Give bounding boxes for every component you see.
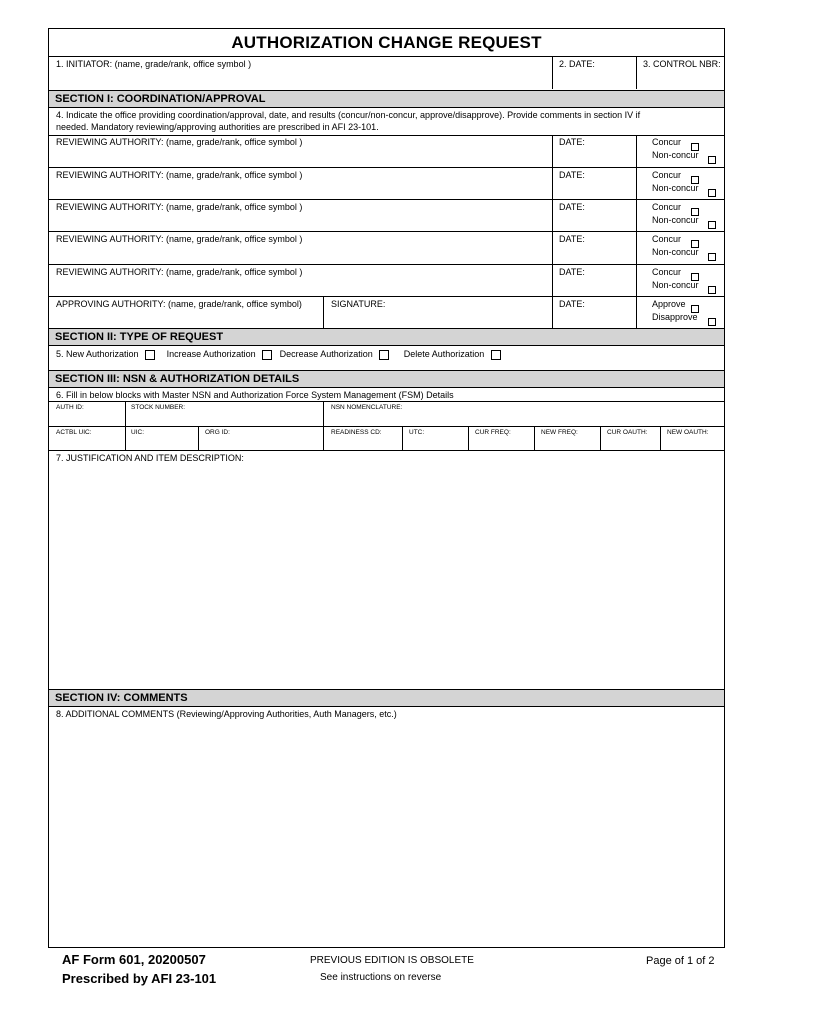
cur-freq-field[interactable]: CUR FREQ: [475, 429, 511, 436]
additional-comments-field[interactable]: 8. ADDITIONAL COMMENTS (Reviewing/Approving Authorities, Auth Managers, etc.) [56, 709, 397, 719]
decrease-authorization-label: Decrease Authorization [279, 349, 373, 359]
increase-authorization-checkbox[interactable] [262, 350, 272, 360]
new-oauth-field[interactable]: NEW OAUTH: [667, 429, 709, 436]
reviewing-authority-field[interactable]: REVIEWING AUTHORITY: (name, grade/rank, office symbol ) [56, 267, 303, 277]
signature-field[interactable]: SIGNATURE: [331, 299, 386, 309]
concur-label: Concur [652, 234, 682, 244]
date-field[interactable]: 2. DATE: [559, 59, 595, 69]
section-1-header: SECTION I: COORDINATION/APPROVAL [49, 90, 724, 108]
reviewing-authority-field[interactable]: REVIEWING AUTHORITY: (name, grade/rank, office symbol ) [56, 234, 303, 244]
initiator-field[interactable]: 1. INITIATOR: (name, grade/rank, office symbol ) [56, 59, 252, 69]
prescribed-by: Prescribed by AFI 23-101 [62, 971, 217, 986]
org-id-field[interactable]: ORG ID: [205, 429, 230, 436]
decrease-authorization-checkbox[interactable] [379, 350, 389, 360]
section-3-header: SECTION III: NSN & AUTHORIZATION DETAILS [49, 370, 724, 388]
readiness-cd-field[interactable]: READINESS CD: [331, 429, 382, 436]
review-date-field[interactable]: DATE: [559, 137, 585, 147]
nonconcur-label: Non-concur [652, 280, 699, 290]
section-4-header: SECTION IV: COMMENTS [49, 689, 724, 707]
actbl-uic-field[interactable]: ACTBL UIC: [56, 429, 92, 436]
review-date-field[interactable]: DATE: [559, 234, 585, 244]
nonconcur-label: Non-concur [652, 215, 699, 225]
section-3-instruction: 6. Fill in below blocks with Master NSN and Authorization Force System Management (FSM) Details [56, 390, 454, 400]
new-authorization-checkbox[interactable] [145, 350, 155, 360]
nonconcur-label: Non-concur [652, 150, 699, 160]
utc-field[interactable]: UTC: [409, 429, 425, 436]
nonconcur-checkbox[interactable] [708, 253, 716, 261]
increase-authorization-label: Increase Authorization [166, 349, 256, 359]
nonconcur-label: Non-concur [652, 183, 699, 193]
control-number-field[interactable]: 3. CONTROL NBR: [643, 59, 721, 69]
page-number: Page of 1 of 2 [646, 955, 715, 967]
section-1-instruction-line-1: 4. Indicate the office providing coordination/approval, date, and results (concur/non-concur, approve/disapprove). Provide comments in section IV if [56, 110, 641, 120]
review-date-field[interactable]: DATE: [559, 267, 585, 277]
disapprove-checkbox[interactable] [708, 318, 716, 326]
nonconcur-label: Non-concur [652, 247, 699, 257]
approve-label: Approve [652, 299, 686, 309]
concur-label: Concur [652, 202, 682, 212]
form-title: AUTHORIZATION CHANGE REQUEST [231, 33, 542, 52]
concur-label: Concur [652, 267, 682, 277]
uic-field[interactable]: UIC: [131, 429, 144, 436]
reviewing-authority-field[interactable]: REVIEWING AUTHORITY: (name, grade/rank, office symbol ) [56, 137, 303, 147]
nonconcur-checkbox[interactable] [708, 156, 716, 164]
stock-number-field[interactable]: STOCK NUMBER: [131, 404, 186, 411]
section-1-instruction-line-2: needed. Mandatory reviewing/approving authorities are prescribed in AFI 23-101. [56, 122, 379, 132]
nsn-nomenclature-field[interactable]: NSN NOMENCLATURE: [331, 404, 403, 411]
form-id: AF Form 601, 20200507 [62, 952, 206, 967]
request-type-row [56, 348, 501, 360]
new-authorization-label: 5. New Authorization [56, 349, 139, 359]
disapprove-label: Disapprove [652, 312, 698, 322]
nonconcur-checkbox[interactable] [708, 221, 716, 229]
authorization-form [48, 28, 725, 948]
reviewing-authority-field[interactable]: REVIEWING AUTHORITY: (name, grade/rank, office symbol ) [56, 202, 303, 212]
obsolete-notice: PREVIOUS EDITION IS OBSOLETE [310, 955, 474, 966]
delete-authorization-checkbox[interactable] [491, 350, 501, 360]
nonconcur-checkbox[interactable] [708, 189, 716, 197]
approving-authority-field[interactable]: APPROVING AUTHORITY: (name, grade/rank, office symbol) [56, 299, 302, 309]
auth-id-field[interactable]: AUTH ID: [56, 404, 84, 411]
reviewing-authority-field[interactable]: REVIEWING AUTHORITY: (name, grade/rank, office symbol ) [56, 170, 303, 180]
nonconcur-checkbox[interactable] [708, 286, 716, 294]
concur-label: Concur [652, 137, 682, 147]
new-freq-field[interactable]: NEW FREQ: [541, 429, 578, 436]
cur-oauth-field[interactable]: CUR OAUTH: [607, 429, 648, 436]
review-date-field[interactable]: DATE: [559, 170, 585, 180]
section-2-header: SECTION II: TYPE OF REQUEST [49, 328, 724, 346]
justification-field[interactable]: 7. JUSTIFICATION AND ITEM DESCRIPTION: [56, 453, 244, 463]
approval-date-field[interactable]: DATE: [559, 299, 585, 309]
instructions-notice: See instructions on reverse [320, 972, 442, 983]
concur-label: Concur [652, 170, 682, 180]
review-date-field[interactable]: DATE: [559, 202, 585, 212]
delete-authorization-label: Delete Authorization [403, 349, 485, 359]
